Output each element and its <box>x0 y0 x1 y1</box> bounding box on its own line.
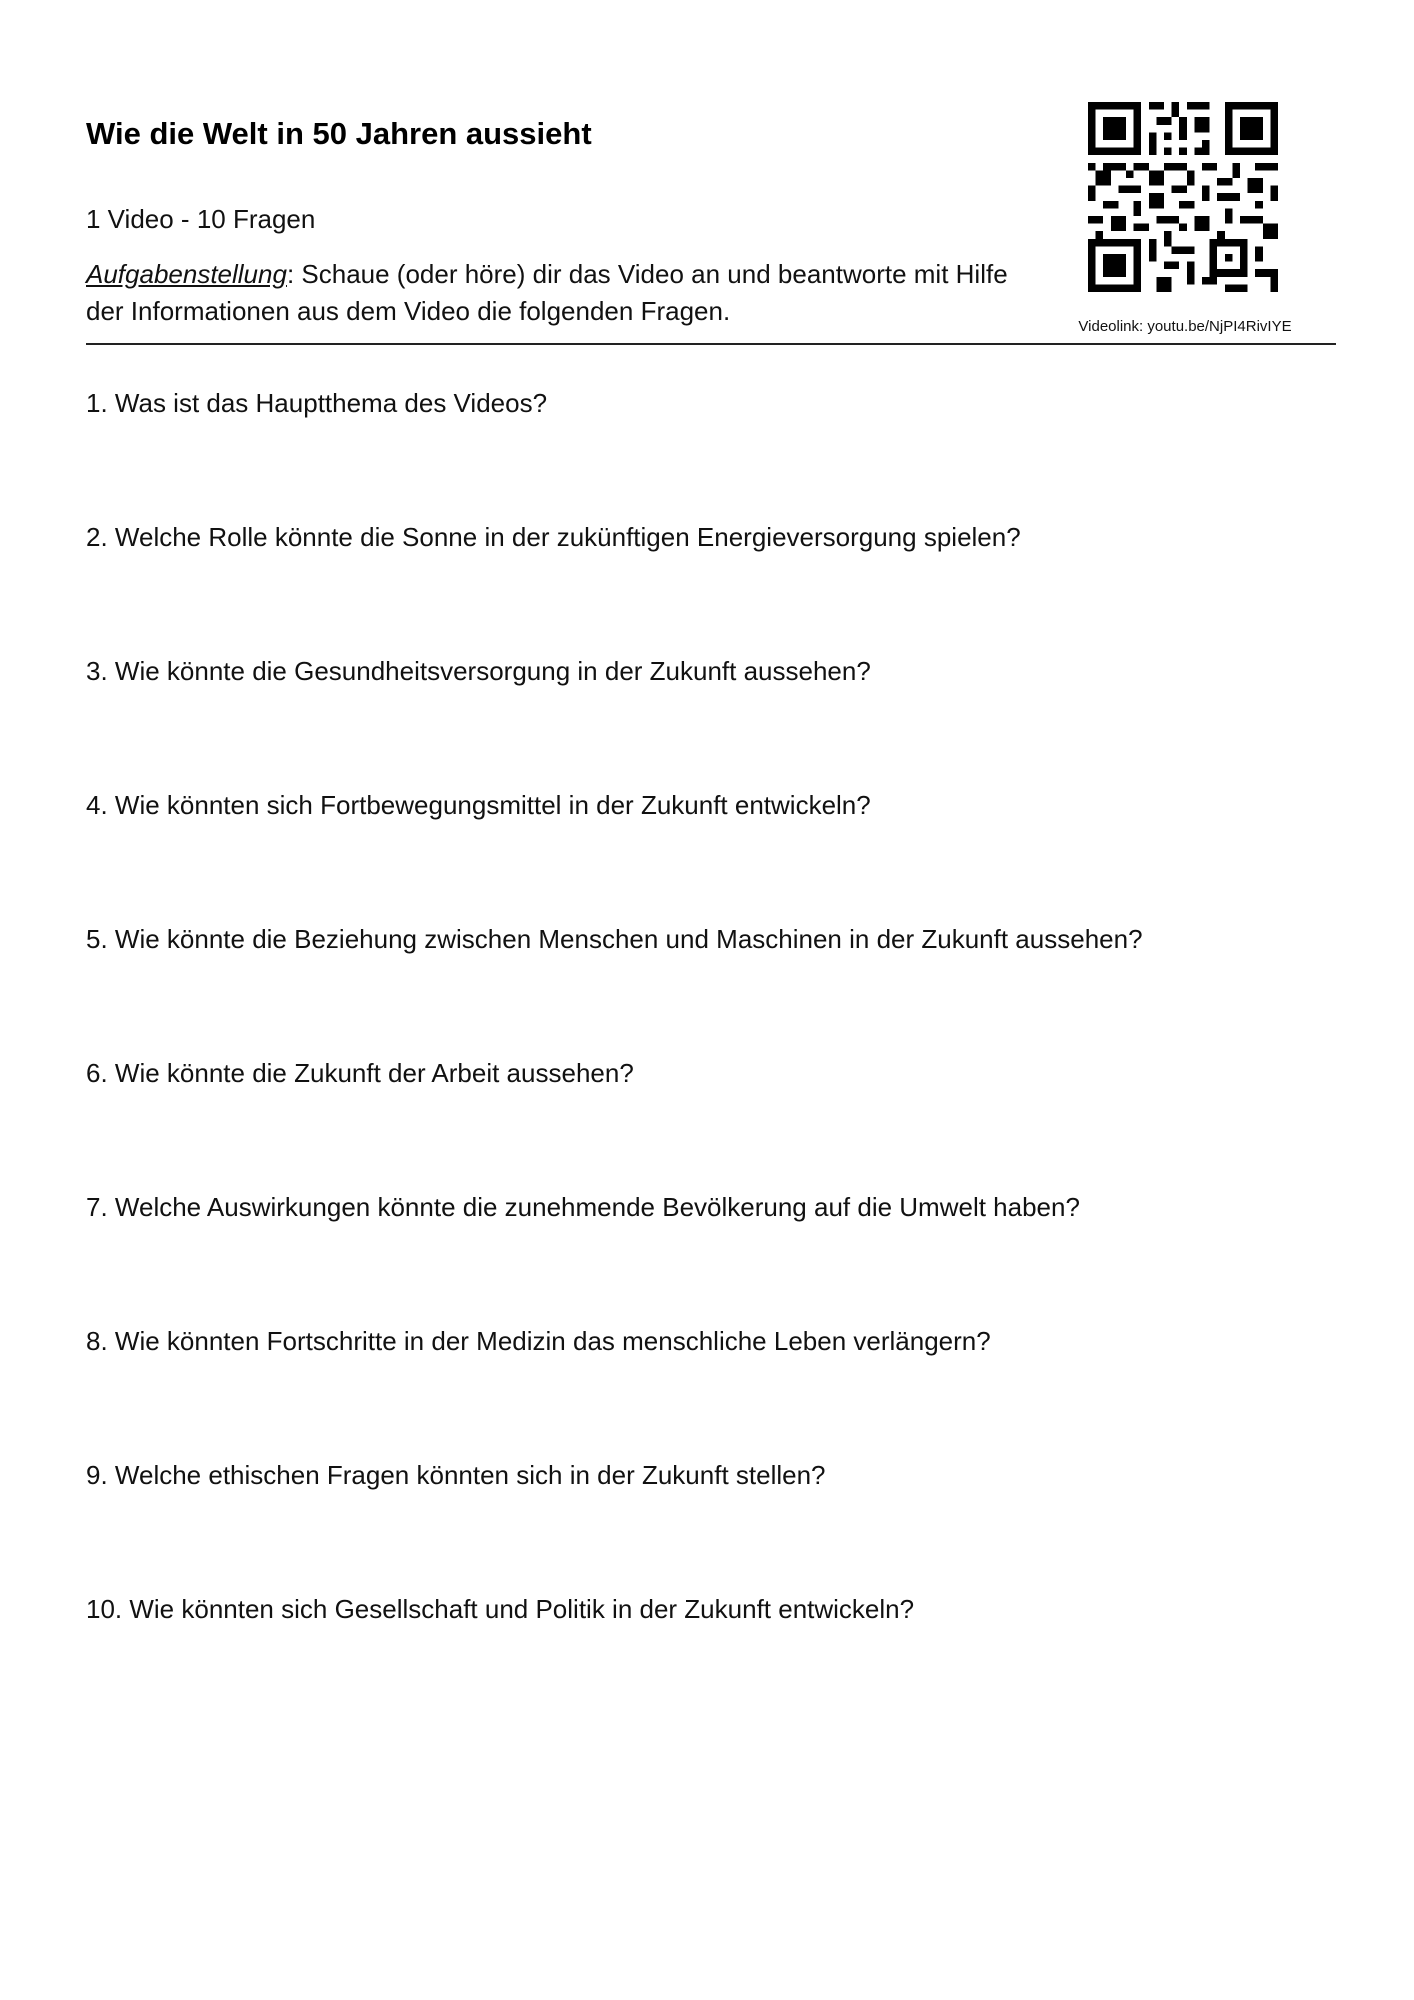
question-item: 2. Welche Rolle könnte die Sonne in der zukünftigen Energieversorgung spielen? <box>86 522 1021 552</box>
question-list <box>86 386 1346 1726</box>
question-item: 9. Welche ethischen Fragen könnten sich in der Zukunft stellen? <box>86 1460 826 1490</box>
question-item: 4. Wie könnten sich Fortbewegungsmittel in der Zukunft entwickeln? <box>86 790 871 820</box>
qr-code-icon[interactable] <box>1088 102 1278 292</box>
question-item: 3. Wie könnte die Gesundheitsversorgung in der Zukunft aussehen? <box>86 656 871 686</box>
question-item: 8. Wie könnten Fortschritte in der Medizin das menschliche Leben verlängern? <box>86 1326 991 1356</box>
question-item: 6. Wie könnte die Zukunft der Arbeit aussehen? <box>86 1058 634 1088</box>
question-item: 10. Wie könnten sich Gesellschaft und Politik in der Zukunft entwickeln? <box>86 1594 915 1624</box>
instructions-label: Aufgabenstellung <box>86 259 287 289</box>
question-item: 5. Wie könnte die Beziehung zwischen Menschen und Maschinen in der Zukunft aussehen? <box>86 924 1143 954</box>
page-title: Wie die Welt in 50 Jahren aussieht <box>86 116 592 151</box>
header-divider <box>86 343 1336 345</box>
question-item: 1. Was ist das Hauptthema des Videos? <box>86 388 548 418</box>
qr-code-graphic <box>1088 102 1278 292</box>
instructions <box>86 256 1046 330</box>
question-item: 7. Welche Auswirkungen könnte die zunehmende Bevölkerung auf die Umwelt haben? <box>86 1192 1080 1222</box>
video-link[interactable]: Videolink: youtu.be/NjPI4RivIYE <box>1078 318 1292 335</box>
instructions-text: : Schaue (oder höre) dir das Video an und beantworte mit Hilfe der Informationen aus dem Video die folgenden Fragen. <box>86 259 1008 326</box>
subtitle: 1 Video - 10 Fragen <box>86 204 316 234</box>
